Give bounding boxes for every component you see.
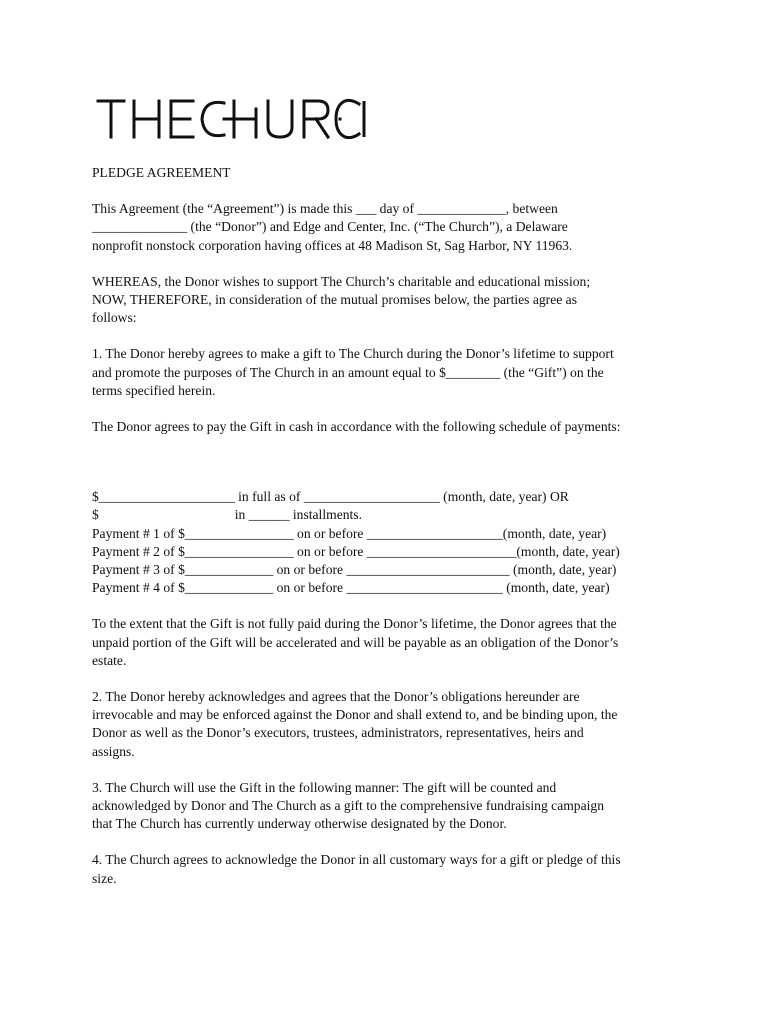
church-logo bbox=[96, 95, 368, 146]
clause-1-line: terms specified herein. bbox=[92, 382, 216, 398]
clause-1-paragraph bbox=[92, 345, 692, 400]
spacer bbox=[92, 436, 692, 488]
intro-line: ______________ (the “Donor”) and Edge and Center, Inc. (“The Church”), a Delaware bbox=[92, 219, 568, 235]
schedule-intro: The Donor agrees to pay the Gift in cash in accordance with the following schedule of payments: bbox=[92, 419, 621, 435]
schedule-row: Payment # 3 of $_____________ on or before ________________________ (month, date, year) bbox=[92, 562, 617, 578]
schedule-row: $ in ______ installments. bbox=[92, 507, 362, 523]
clause-2-paragraph bbox=[92, 688, 692, 761]
intro-line: This Agreement (the “Agreement”) is made this ___ day of _____________, between bbox=[92, 201, 558, 217]
acceleration-line: unpaid portion of the Gift will be accelerated and will be payable as an obligation of the Donor’s bbox=[92, 634, 619, 650]
clause-2-line: Donor as well as the Donor’s executors, trustees, administrators, representatives, heirs and bbox=[92, 725, 584, 741]
schedule-row: Payment # 1 of $________________ on or before ____________________(month, date, year) bbox=[92, 525, 607, 541]
pledge-document bbox=[92, 164, 692, 906]
payment-schedule bbox=[92, 488, 692, 597]
whereas-line: follows: bbox=[92, 310, 137, 326]
clause-4-line: 4. The Church agrees to acknowledge the Donor in all customary ways for a gift or pledge of this bbox=[92, 852, 621, 868]
clause-3-line: acknowledged by Donor and The Church as a gift to the comprehensive fundraising campaign bbox=[92, 798, 605, 814]
whereas-line: NOW, THEREFORE, in consideration of the mutual promises below, the parties agree as bbox=[92, 292, 577, 308]
clause-1-line: and promote the purposes of The Church in an amount equal to $________ (the “Gift”) on the bbox=[92, 364, 604, 380]
intro-paragraph bbox=[92, 200, 692, 255]
clause-2-line: irrevocable and may be enforced against the Donor and shall extend to, and be binding upon, the bbox=[92, 707, 618, 723]
acceleration-line: estate. bbox=[92, 652, 127, 668]
whereas-paragraph bbox=[92, 273, 692, 328]
clause-2-line: assigns. bbox=[92, 743, 135, 759]
document-title: PLEDGE AGREEMENT bbox=[92, 165, 231, 180]
schedule-row: Payment # 4 of $_____________ on or before _______________________ (month, date, year) bbox=[92, 580, 610, 596]
acceleration-line: To the extent that the Gift is not fully paid during the Donor’s lifetime, the Donor agrees that the bbox=[92, 616, 617, 632]
intro-line: nonprofit nonstock corporation having offices at 48 Madison St, Sag Harbor, NY 11963. bbox=[92, 237, 573, 253]
clause-3-line: that The Church has currently underway otherwise designated by the Donor. bbox=[92, 816, 507, 832]
clause-4-line: size. bbox=[92, 870, 117, 886]
church-logo-mark bbox=[96, 95, 368, 141]
acceleration-paragraph bbox=[92, 615, 692, 670]
clause-4-paragraph bbox=[92, 851, 692, 887]
clause-3-line: 3. The Church will use the Gift in the following manner: The gift will be counted and bbox=[92, 779, 557, 795]
clause-2-line: 2. The Donor hereby acknowledges and agrees that the Donor’s obligations hereunder are bbox=[92, 689, 580, 705]
clause-1-line: 1. The Donor hereby agrees to make a gift to The Church during the Donor’s lifetime to support bbox=[92, 346, 614, 362]
schedule-row: $____________________ in full as of ____________________ (month, date, year) OR bbox=[92, 489, 569, 505]
whereas-line: WHEREAS, the Donor wishes to support The Church’s charitable and educational mission; bbox=[92, 273, 591, 289]
schedule-row: Payment # 2 of $________________ on or before ______________________(month, date, year) bbox=[92, 543, 620, 559]
clause-3-paragraph bbox=[92, 779, 692, 834]
